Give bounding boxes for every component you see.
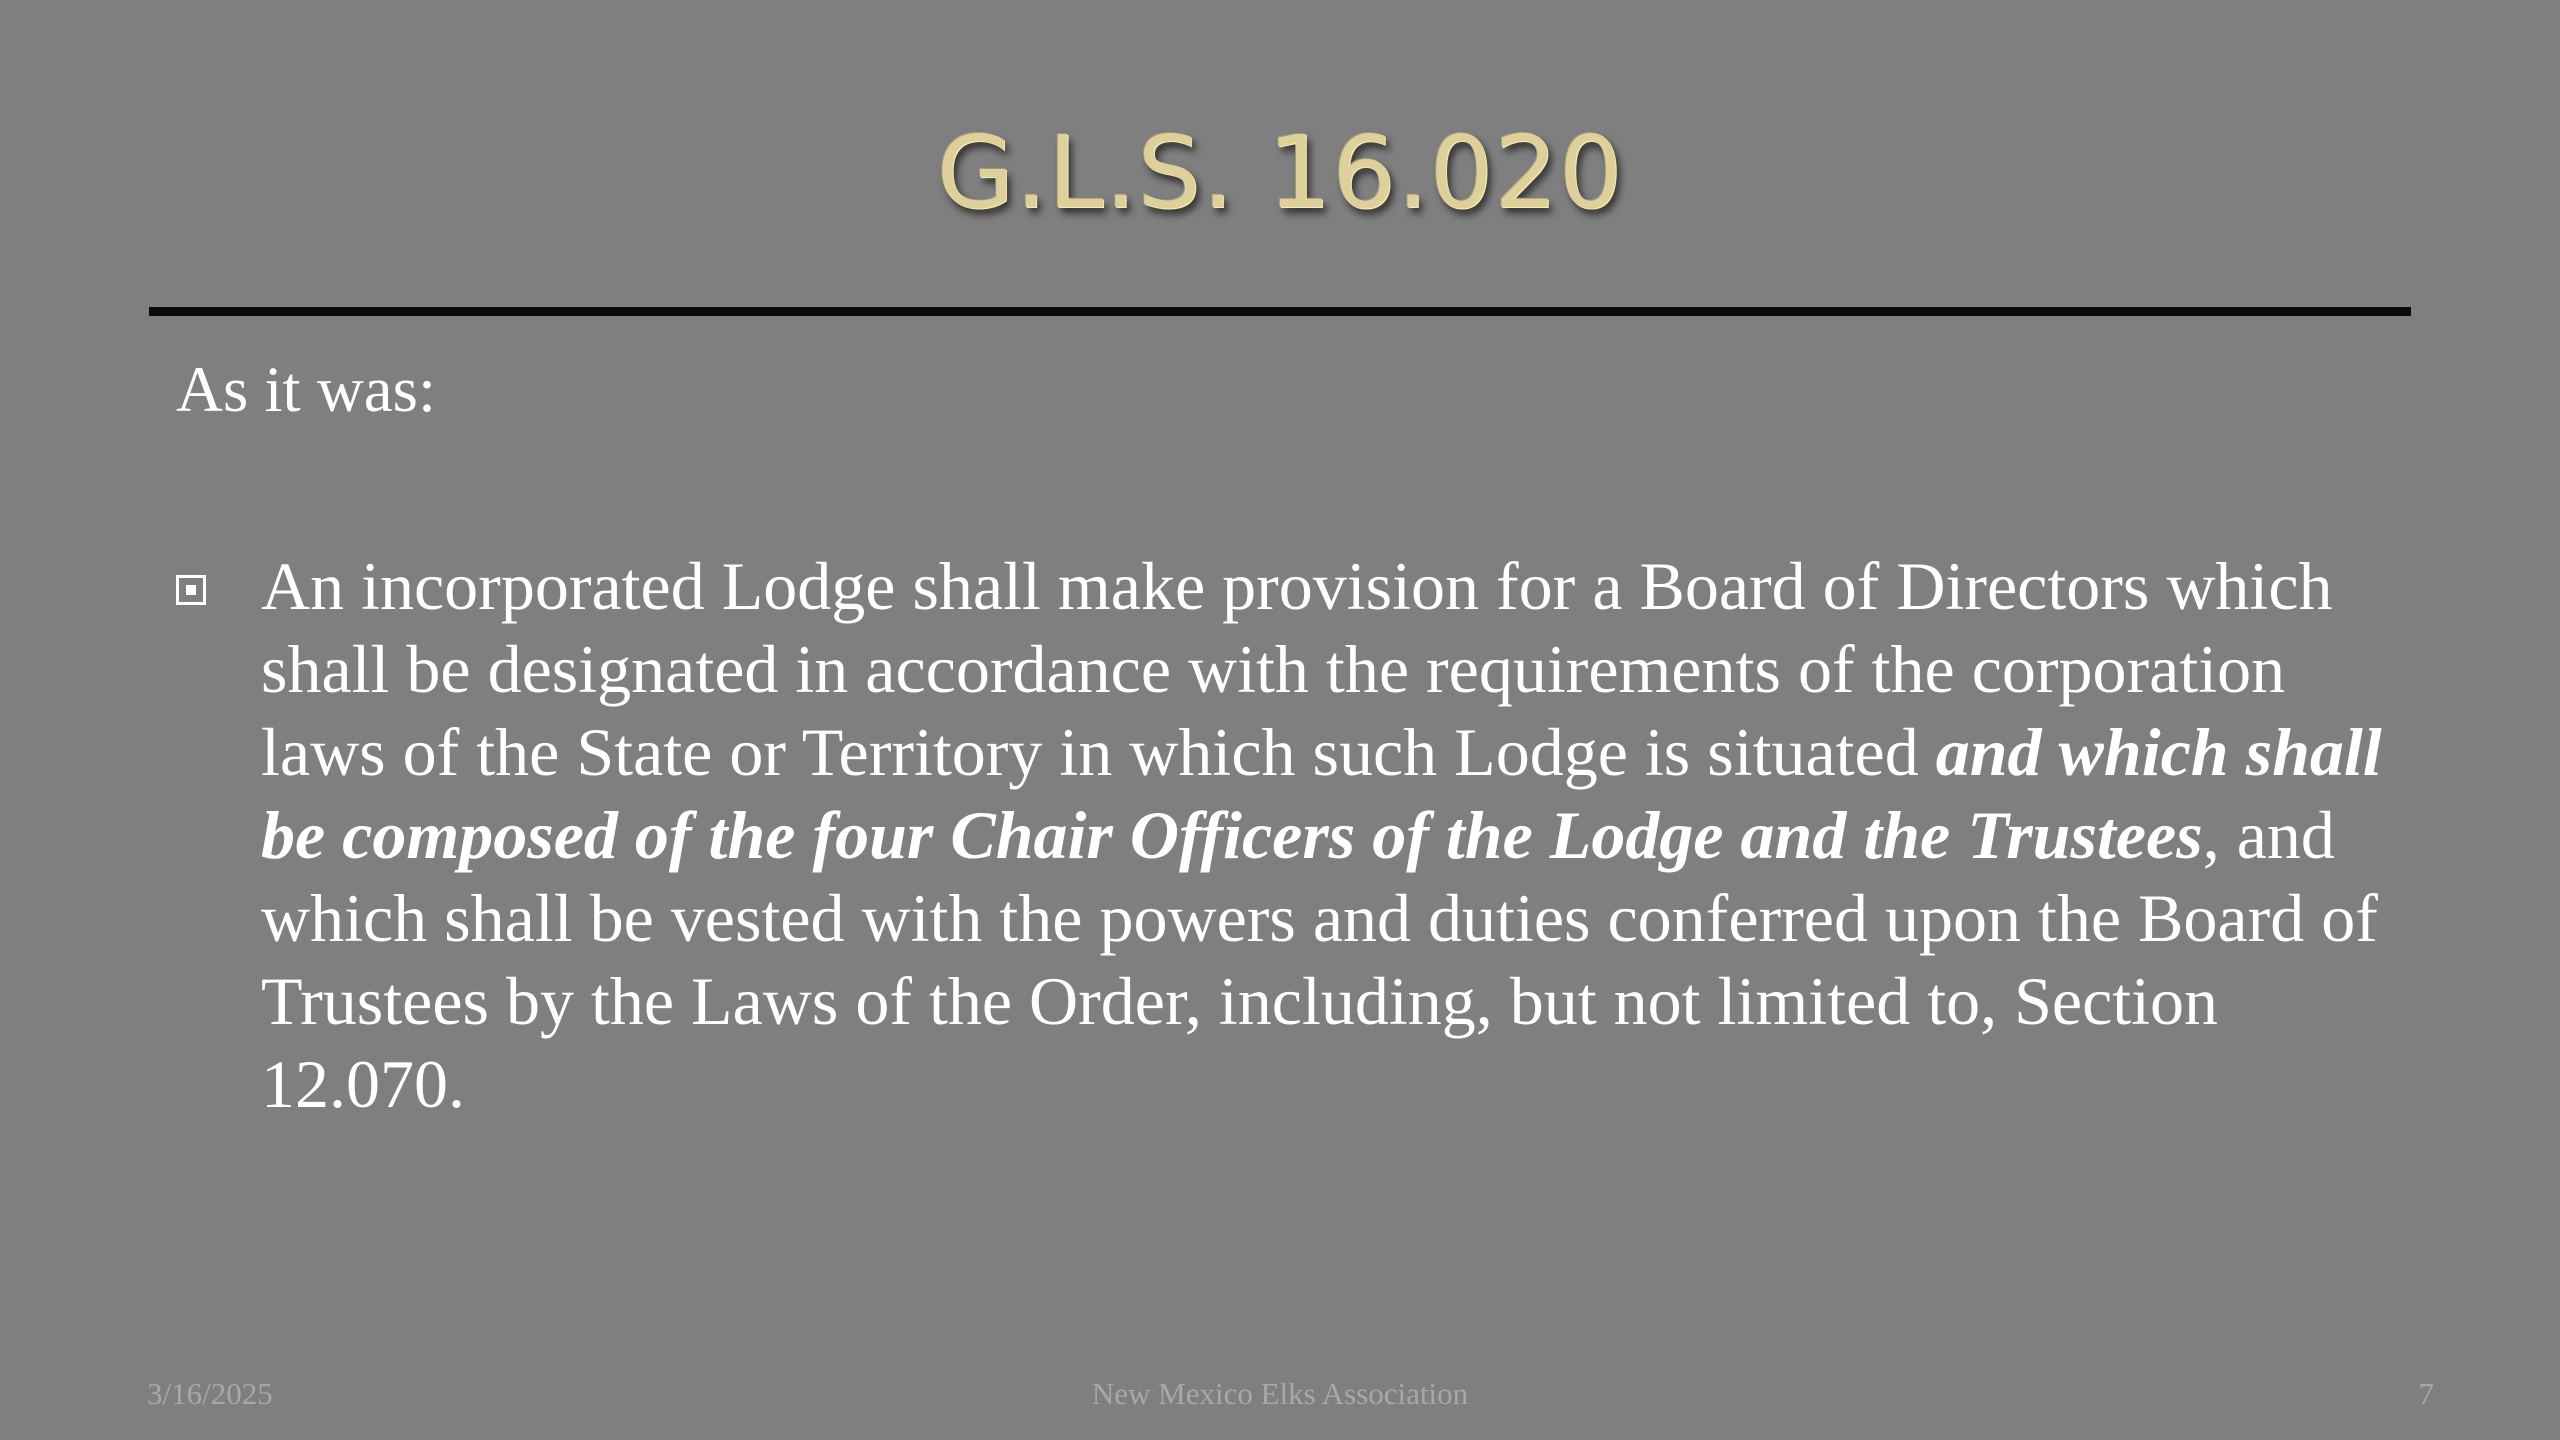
footer-date: 3/16/2025 [147,1376,273,1411]
slide-title: G.L.S. 16.020 [936,114,1624,231]
square-bullet-icon [176,575,206,605]
bullet-text-after: , and which shall be vested with the powers and duties conferred upon the Board of Trustees by the Laws of the Order, including, but not limited to, Section 12.070. [261,797,2378,1122]
footer-page-number: 7 [2418,1376,2434,1411]
footer-organization: New Mexico Elks Association [1091,1376,1469,1411]
bullet-text [261,545,2411,1126]
subheading: As it was: [176,354,436,426]
bullet-text-before: An incorporated Lodge shall make provision for a Board of Directors which shall be designated in accordance with the requirements of the corporation laws of the State or Territory in which such Lodge is situated [261,548,2333,790]
title-divider [149,307,2411,316]
bullet-text-emphasis: and which shall be composed of the four Chair Officers of the Lodge and the Trustees [261,714,2382,873]
